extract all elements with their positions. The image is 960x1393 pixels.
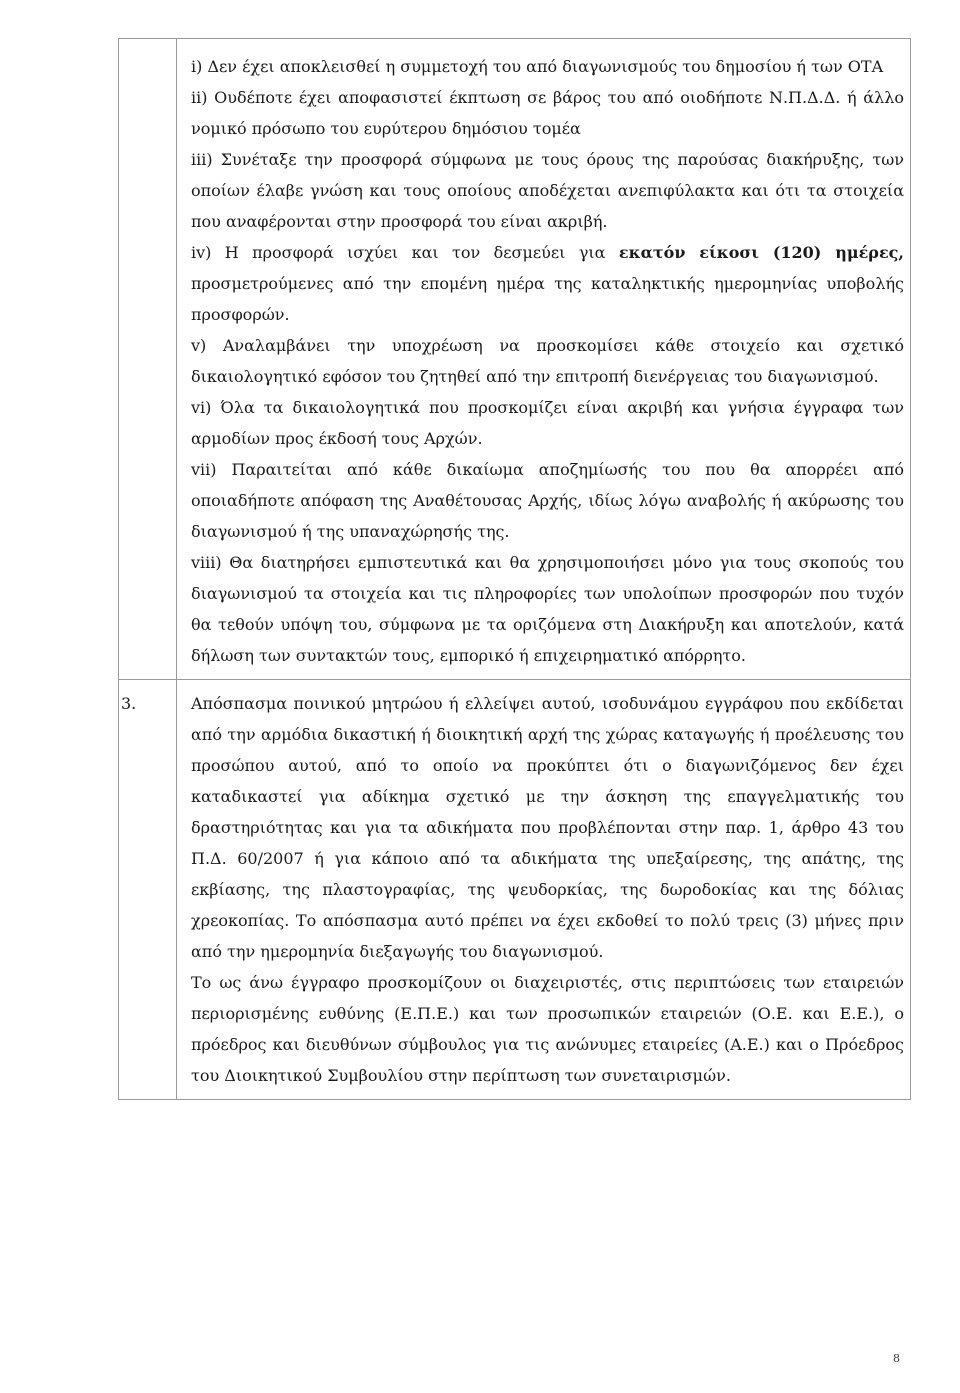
page-number: 8 [893, 1352, 900, 1365]
item-vi: vi) Όλα τα δικαιολογητικά που προσκομίζει είναι ακριβή και γνήσια έγγραφα των αρμοδίων προς έκδοσή τους Αρχών. [191, 398, 904, 448]
section-number: 3. [121, 694, 137, 713]
item-vii: vii) Παραιτείται από κάθε δικαίωμα αποζημίωσής του που θα απορρέει από οποιαδήποτε απόφαση της Αναθέτουσας Αρχής, ιδίως λόγω αναβολής ή ακύρωσης του διαγωνισμού ή της υπαναχώρησής της. [191, 460, 904, 541]
number-cell [119, 680, 177, 1100]
item-v: v) Αναλαμβάνει την υποχρέωση να προσκομίσει κάθε στοιχείο και σχετικό δικαιολογητικό εφόσον του ζητηθεί από την επιτροπή διενέργειας του διαγωνισμού. [191, 336, 904, 386]
number-cell [119, 39, 177, 680]
table-row [119, 680, 911, 1100]
item-iv [191, 237, 904, 330]
item-viii: viii) Θα διατηρήσει εμπιστευτικά και θα χρησιμοποιήσει μόνο για τους σκοπούς του διαγωνισμού τα στοιχεία και τις πληροφορίες των υπολοίπων προσφορών που τυχόν θα τεθούν υπόψη του, σύμφωνα με τα οριζόμενα στη Διακήρυξη και αποτελούν, κατά δήλωση των συντακτών τους, εμπορικό ή επιχειρηματικό απόρρητο. [191, 553, 904, 665]
requirements-table [118, 38, 911, 1100]
table-row [119, 39, 911, 680]
criminal-record-paragraph: Απόσπασμα ποινικού μητρώου ή ελλείψει αυτού, ισοδυνάμου εγγράφου που εκδίδεται από την αρμόδια δικαστική ή διοικητική αρχή της χώρας καταγωγής ή προέλευσης του προσώπου αυτού, από το οποίο να προκύπτει ότι ο διαγωνιζόμενος δεν έχει καταδικαστεί για αδίκημα σχετικό με την άσκηση της επαγγελματικής του δραστηριότητας και για τα αδικήματα που προβλέπονται στην παρ. 1, άρθρο 43 του Π.Δ. 60/2007 ή για κάποιο από τα αδικήματα της υπεξαίρεσης, της απάτης, της εκβίασης, της πλαστογραφίας, της ψευδορκίας, της δωροδοκίας και της δόλιας χρεοκοπίας. Το απόσπασμα αυτό πρέπει να έχει εκδοθεί το πολύ τρεις (3) μήνες πριν από την ημερομηνία διεξαγωγής του διαγωνισμού. [191, 694, 904, 961]
item-iv-text-start: iv) Η προσφορά ισχύει και τον δεσμεύει για [191, 243, 619, 262]
item-iv-bold-duration: εκατόν είκοσι (120) ημέρες, [618, 243, 904, 262]
item-i: i) Δεν έχει αποκλεισθεί η συμμετοχή του από διαγωνισμούς του δημοσίου ή των ΟΤΑ [191, 57, 884, 76]
item-iv-text-end: προσμετρούμενες από την επομένη ημέρα της καταληκτικής ημερομηνίας υποβολής προσφορών. [191, 274, 904, 324]
criminal-record-cell [177, 680, 911, 1100]
item-ii: ii) Ουδέποτε έχει αποφασιστεί έκπτωση σε βάρος του από οιοδήποτε Ν.Π.Δ.Δ. ή άλλο νομικό πρόσωπο του ευρύτερου δημόσιου τομέα [191, 88, 904, 138]
declarations-cell [177, 39, 911, 680]
item-iii: iii) Συνέταξε την προσφορά σύμφωνα με τους όρους της παρούσας διακήρυξης, των οποίων έλαβε γνώση και τους οποίους αποδέχεται ανεπιφύλακτα και ότι τα στοιχεία που αναφέρονται στην προσφορά του είναι ακριβή. [191, 150, 904, 231]
applicable-persons-paragraph: Το ως άνω έγγραφο προσκομίζουν οι διαχειριστές, στις περιπτώσεις των εταιρειών περιορισμένης ευθύνης (Ε.Π.Ε.) και των προσωπικών εταιρειών (Ο.Ε. και Ε.Ε.), ο πρόεδρος και διευθύνων σύμβουλος για τις ανώνυμες εταιρείες (Α.Ε.) και ο Πρόεδρος του Διοικητικού Συμβουλίου στην περίπτωση των συνεταιρισμών. [191, 973, 904, 1085]
